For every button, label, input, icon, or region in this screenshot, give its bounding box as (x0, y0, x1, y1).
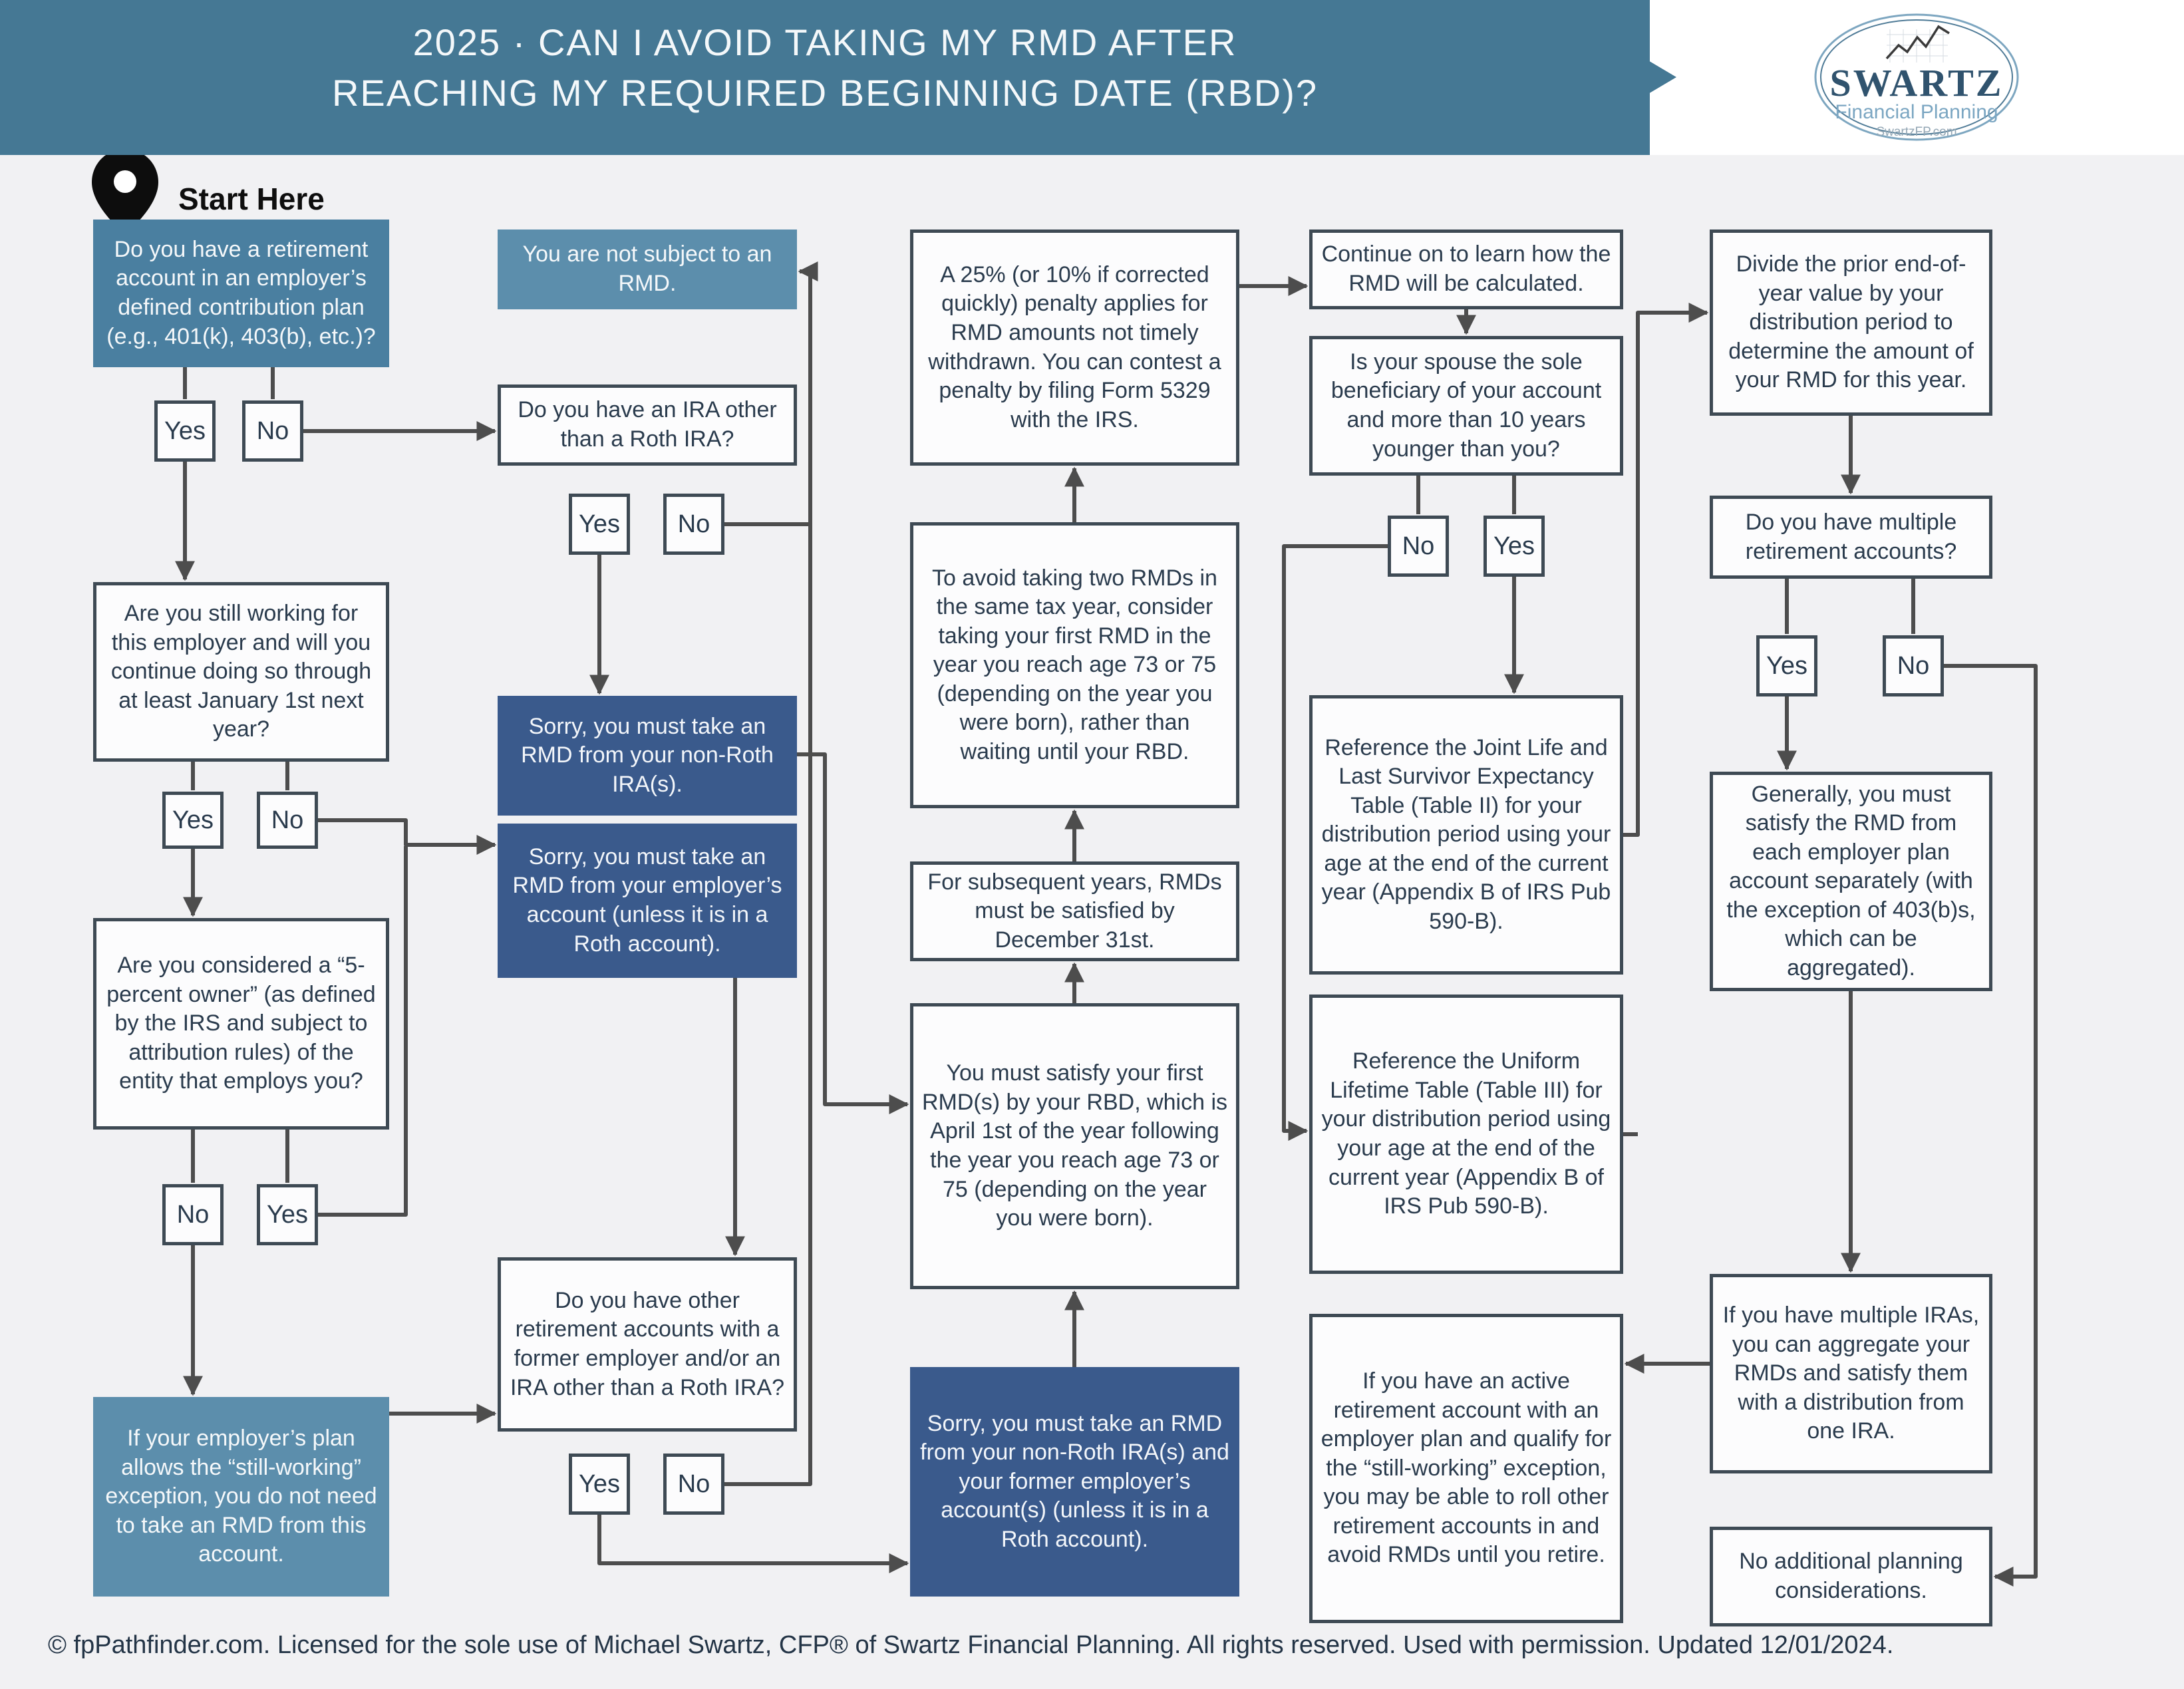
node-text-info-satisfy-separately: Generally, you must satisfy the RMD from each employer plan account separately (with the exception of 403(b)s, which can be aggregated). (1726, 781, 1976, 981)
connector-line-7 (318, 820, 495, 845)
node-info-aggregate-iras (1710, 1274, 1992, 1473)
node-info-continue (1309, 230, 1623, 309)
node-text-info-divide-value: Divide the prior end-of-year value by your distribution period to determine the amount of your RMD for this year. (1728, 251, 1974, 393)
page-title-line1: 2025 · CAN I AVOID TAKING MY RMD AFTER (412, 21, 1237, 63)
node-text-info-joint-life-table: Reference the Joint Life and Last Survivor Expectancy Table (Table II) for your distribution period using your age at the end of the current year (Appendix B of IRS Pub 590-B). (1321, 734, 1611, 934)
node-text-q-still-working: Are you still working for this employer and will you continue doing so through at least January 1st next year? (110, 601, 372, 742)
node-text-q-spouse-beneficiary: Is your spouse the sole beneficiary of your account and more than 10 years younger than you? (1330, 349, 1602, 462)
node-text-yes-5pct-owner: Yes (267, 1200, 308, 1229)
node-text-info-still-working-rollup: If you have an active retirement account with an employer plan and qualify for the “still-working” exception, you may be able to roll other retirement accounts in and avoid RMDs until you retire. (1321, 1368, 1612, 1568)
connector-line-29 (1623, 313, 1707, 835)
swartz-logo-graphic (1787, 11, 2046, 144)
node-q-5pct-owner (93, 918, 389, 1130)
node-info-penalty (910, 230, 1239, 466)
logo-chart-line-icon (1887, 27, 1949, 59)
node-text-yes-ira: Yes (579, 510, 620, 538)
node-text-result-not-subject: You are not subject to an RMD. (522, 241, 772, 296)
node-text-no-multiple: No (1897, 651, 1930, 680)
node-text-result-still-working-exception: If your employer’s plan allows the “still-working” exception, you do not need to take an RMD from this account. (105, 1426, 377, 1567)
node-q-multiple-accounts (1710, 496, 1992, 579)
node-result-not-subject (498, 230, 797, 309)
logo-site: SwartzFP.com (1876, 125, 1957, 139)
node-text-result-rmd-employer: Sorry, you must take an RMD from your employer’s account (unless it is in a Roth account). (512, 844, 782, 957)
node-info-joint-life-table (1309, 695, 1623, 975)
node-text-no-other-accounts: No (677, 1469, 710, 1498)
node-text-q-5pct-owner: Are you considered a “5-percent owner” (as defined by the IRS and subject to attribution rules) of the entity that employs you? (106, 953, 376, 1094)
node-info-satisfy-separately (1710, 772, 1992, 991)
node-text-yes-multiple: Yes (1766, 651, 1807, 680)
node-info-uniform-table (1309, 995, 1623, 1274)
node-text-result-rmd-nonroth-ira: Sorry, you must take an RMD from your non-Roth IRA(s). (521, 713, 774, 797)
node-text-q-other-accounts: Do you have other retirement accounts with a former employer and/or an IRA other than a Roth IRA? (510, 1287, 785, 1400)
node-yes-still-working (162, 792, 224, 849)
node-no-other-accounts (663, 1454, 724, 1515)
node-no-employer-plan (242, 400, 303, 462)
node-no-spouse (1388, 516, 1449, 577)
node-text-no-spouse: No (1402, 532, 1435, 560)
node-q-ira-other-than-roth (498, 384, 797, 466)
node-text-info-penalty: A 25% (or 10% if corrected quickly) penalty applies for RMD amounts not timely withdrawn. You can contest a penalty by filing Form 5329 with the IRS. (928, 261, 1221, 432)
footer-license-text: © fpPathfinder.com. Licensed for the sole use of Michael Swartz, CFP® of Swartz Financial Planning. All rights reserved. Used with permission. Updated 12/01/2024. (48, 1631, 1894, 1659)
node-text-q-employer-plan: Do you have a retirement account in an employer’s defined contribution plan (e.g., 401(k), 403(b), etc.)? (106, 236, 376, 349)
node-text-result-no-additional: No additional planning considerations. (1739, 1549, 1963, 1603)
node-result-still-working-exception (93, 1397, 389, 1597)
node-no-5pct-owner (162, 1184, 224, 1245)
node-info-divide-value (1710, 230, 1992, 416)
page-title (160, 17, 1490, 118)
header-arrow-icon (1640, 56, 1676, 98)
node-text-no-employer-plan: No (256, 416, 289, 445)
node-text-info-avoid-two-rmds: To avoid taking two RMDs in the same tax year, consider taking your first RMD in the year you reach age 73 or 75 (depending on the year you were born), rather than waiting until your RBD. (932, 565, 1217, 764)
start-pin-hole (114, 170, 136, 193)
node-text-info-aggregate-iras: If you have multiple IRAs, you can aggregate your RMDs and satisfy them with a distribution from one IRA. (1722, 1303, 1980, 1444)
node-text-info-first-rmd-rbd: You must satisfy your first RMD(s) by your RBD, which is April 1st of the year following the year you reach age 73 or 75 (depending on the year you were born). (921, 1060, 1228, 1231)
node-result-no-additional (1710, 1527, 1992, 1626)
node-text-yes-still-working: Yes (172, 806, 214, 834)
node-yes-multiple (1756, 635, 1817, 696)
node-q-other-accounts (498, 1257, 797, 1432)
connector-line-16 (797, 754, 907, 1104)
connector-line-18 (599, 1515, 907, 1563)
node-text-no-5pct-owner: No (176, 1200, 210, 1229)
node-q-spouse-beneficiary (1309, 336, 1623, 476)
node-yes-ira (569, 494, 630, 555)
logo-subtitle: Financial Planning (1835, 101, 1998, 123)
page-title-line2: REACHING MY REQUIRED BEGINNING DATE (RBD)? (331, 72, 1319, 114)
node-result-rmd-both (910, 1367, 1239, 1597)
node-text-no-still-working: No (271, 806, 304, 834)
logo-chart-grid (1887, 29, 1948, 63)
logo-name: SWARTZ (1829, 61, 2004, 104)
node-text-result-rmd-both: Sorry, you must take an RMD from your non-Roth IRA(s) and your former employer’s account(s) (unless it is in a Roth account). (920, 1410, 1229, 1552)
node-text-yes-spouse: Yes (1493, 532, 1535, 560)
node-yes-spouse (1483, 516, 1545, 577)
node-text-yes-other-accounts: Yes (579, 1469, 620, 1498)
node-no-multiple (1883, 635, 1944, 696)
start-here-label: Start Here (178, 182, 325, 216)
node-info-first-rmd-rbd (910, 1003, 1239, 1289)
node-text-info-subsequent-years: For subsequent years, RMDs must be satisfied by December 31st. (927, 869, 1222, 953)
node-info-still-working-rollup (1309, 1314, 1623, 1623)
node-no-ira (663, 494, 724, 555)
swartz-logo (1787, 11, 2046, 144)
node-q-still-working (93, 582, 389, 762)
node-q-employer-plan (93, 220, 389, 367)
node-no-still-working (257, 792, 318, 849)
node-result-rmd-employer (498, 824, 797, 978)
node-text-q-ira-other-than-roth: Do you have an IRA other than a Roth IRA? (518, 397, 777, 452)
node-info-subsequent-years (910, 861, 1239, 961)
node-text-info-continue: Continue on to learn how the RMD will be calculated. (1321, 241, 1611, 296)
node-text-no-ira: No (677, 510, 710, 538)
node-yes-employer-plan (154, 400, 216, 462)
node-text-yes-employer-plan: Yes (164, 416, 206, 445)
node-text-info-uniform-table: Reference the Uniform Lifetime Table (Table III) for your distribution period using your age at the end of the current year (Appendix B of IRS Pub 590-B). (1321, 1048, 1611, 1219)
node-yes-5pct-owner (257, 1184, 318, 1245)
node-yes-other-accounts (569, 1454, 630, 1515)
node-info-avoid-two-rmds (910, 522, 1239, 808)
node-result-rmd-nonroth-ira (498, 696, 797, 816)
node-text-q-multiple-accounts: Do you have multiple retirement accounts? (1745, 509, 1957, 564)
